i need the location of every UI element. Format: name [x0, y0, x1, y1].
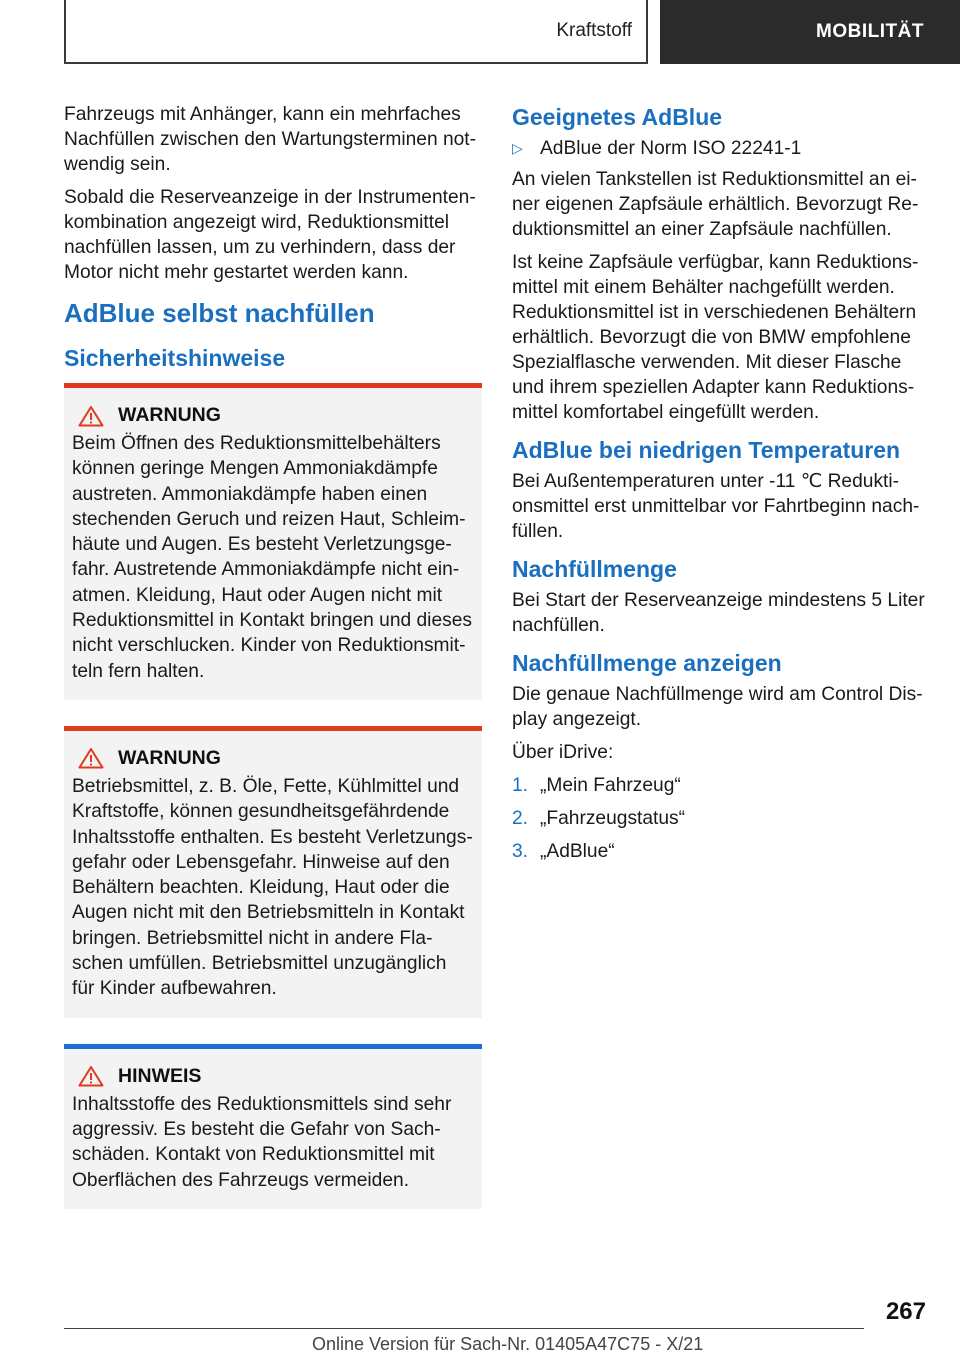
paragraph-low-temperatures: Bei Außentemperaturen unter ‑11 ℃ Redukti‐ onsmittel erst unmittelbar vor Fahrtbeginn nach‐ füllen.: [512, 471, 920, 542]
notice-title: HINWEIS: [118, 1064, 202, 1087]
step-text: „Mein Fahrzeug“: [540, 775, 681, 796]
paragraph-refill-quantity: Bei Start der Reserveanzeige mindestens 5 Liter nachfüllen.: [512, 590, 925, 636]
warning-triangle-icon: [78, 747, 104, 769]
idrive-steps: [512, 773, 926, 864]
warning-text: Betriebsmittel, z. B. Öle, Fette, Kühlmittel und Kraftstoffe, können gesundheitsgefährdende Inhaltsstoffe enthalten. Es besteht Verletzungs‐ gefahr oder Lebensgefahr. Hinweise auf den Behältern beachten. Kleidung, Haut oder die Augen nicht mit den Betriebsmitteln in Kontakt bringen. Betriebsmittel nicht in andere Fla‐ schen umfüllen. Betriebsmittel unzugänglich für Kinder aufbewahren.: [72, 775, 473, 1000]
warning-title: WARNUNG: [118, 404, 221, 426]
left-column: [64, 102, 482, 1235]
warning-triangle-icon: [78, 405, 104, 427]
intro-paragraph-2: Sobald die Reserveanzeige in der Instrumenten‐ kombination angezeigt wird, Reduktionsmittel nachfüllen lassen, um zu verhindern, dass der Motor nicht mehr gestartet werden kann.: [64, 187, 476, 283]
intro-paragraph-1: Fahrzeugs mit Anhänger, kann ein mehrfaches Nachfüllen zwischen den Wartungsterminen not‐ wendig sein.: [64, 104, 477, 175]
heading-suitable-adblue: Geeignetes AdBlue: [512, 104, 723, 130]
step-number: 3.: [512, 841, 529, 862]
list-item: [512, 773, 926, 798]
paragraph-pump: An vielen Tankstellen ist Reduktionsmittel an ei‐ ner eigenen Zapfsäule erhältlich. Bevorzugt Re‐ duktionsmittel an einer Zapfsäule nachfüllen.: [512, 169, 919, 240]
notice-box: [64, 1044, 482, 1209]
warning-triangle-icon: [78, 1065, 104, 1087]
notice-text: Inhaltsstoffe des Reduktionsmittels sind sehr aggressiv. Es besteht die Gefahr von Sach‐ schäden. Kontakt von Reduktionsmittel mit Oberflächen des Fahrzeugs vermeiden.: [72, 1093, 452, 1191]
step-text: „AdBlue“: [540, 841, 615, 862]
triangle-bullet-icon: ▷: [512, 140, 523, 156]
norm-bullet: [512, 136, 926, 161]
paragraph-idrive: Über iDrive:: [512, 742, 614, 763]
heading-low-temperatures: AdBlue bei niedrigen Temperaturen: [512, 437, 901, 463]
right-column: [512, 102, 926, 872]
list-item: [512, 839, 926, 864]
norm-bullet-text: AdBlue der Norm ISO 22241‑1: [540, 138, 802, 159]
chapter-title: MOBILITÄT: [816, 21, 924, 42]
step-number: 1.: [512, 775, 529, 796]
warning-text: Beim Öffnen des Reduktionsmittelbehälters können geringe Mengen Ammoniakdämpfe austreten. Ammoniakdämpfe haben einen stechenden Geruch und reizen Haut, Schleim‐ häute und Augen. Es besteht Verletzungsge‐ fahr. Austretende Ammoniakdämpfe nicht ein‐ atmen. Kleidung, Haut oder Augen nicht mit Reduktionsmittel in Kontakt bringen und dieses nicht verschlucken. Kinder von Reduktionsmit‐ teln fern halten.: [72, 433, 472, 682]
list-item: [512, 806, 926, 831]
warning-title: WARNUNG: [118, 746, 221, 769]
warning-box-1: [64, 383, 482, 700]
page-number: 267: [885, 1298, 926, 1325]
heading-adblue-refill: AdBlue selbst nachfüllen: [64, 298, 375, 328]
step-text: „Fahrzeugstatus“: [540, 808, 686, 829]
section-title: Kraftstoff: [556, 20, 632, 41]
warning-box-2: [64, 726, 482, 1018]
footer-version: Online Version für Sach-Nr. 01405A47C75 - X/21: [312, 1334, 704, 1354]
heading-safety-notes: Sicherheitshinweise: [64, 345, 286, 371]
heading-show-refill-quantity: Nachfüllmenge anzeigen: [512, 650, 782, 676]
footer-divider: [64, 1328, 864, 1329]
paragraph-control-display: Die genaue Nachfüllmenge wird am Control Dis‐ play angezeigt.: [512, 684, 923, 730]
step-number: 2.: [512, 808, 529, 829]
paragraph-container: Ist keine Zapfsäule verfügbar, kann Reduktions‐ mittel mit einem Behälter nachgefüllt werden. Reduktionsmittel ist in verschiedenen Behältern erhältlich. Bevorzugt die von BMW empfohlene Spezialflasche verwenden. Mit dieser Flasche und ihrem speziellen Adapter kann Reduktions‐ mittel komfortabel eingefüllt werden.: [512, 252, 919, 423]
section-tab: [64, 0, 648, 64]
heading-refill-quantity: Nachfüllmenge: [512, 556, 677, 582]
chapter-tab: [660, 0, 960, 64]
